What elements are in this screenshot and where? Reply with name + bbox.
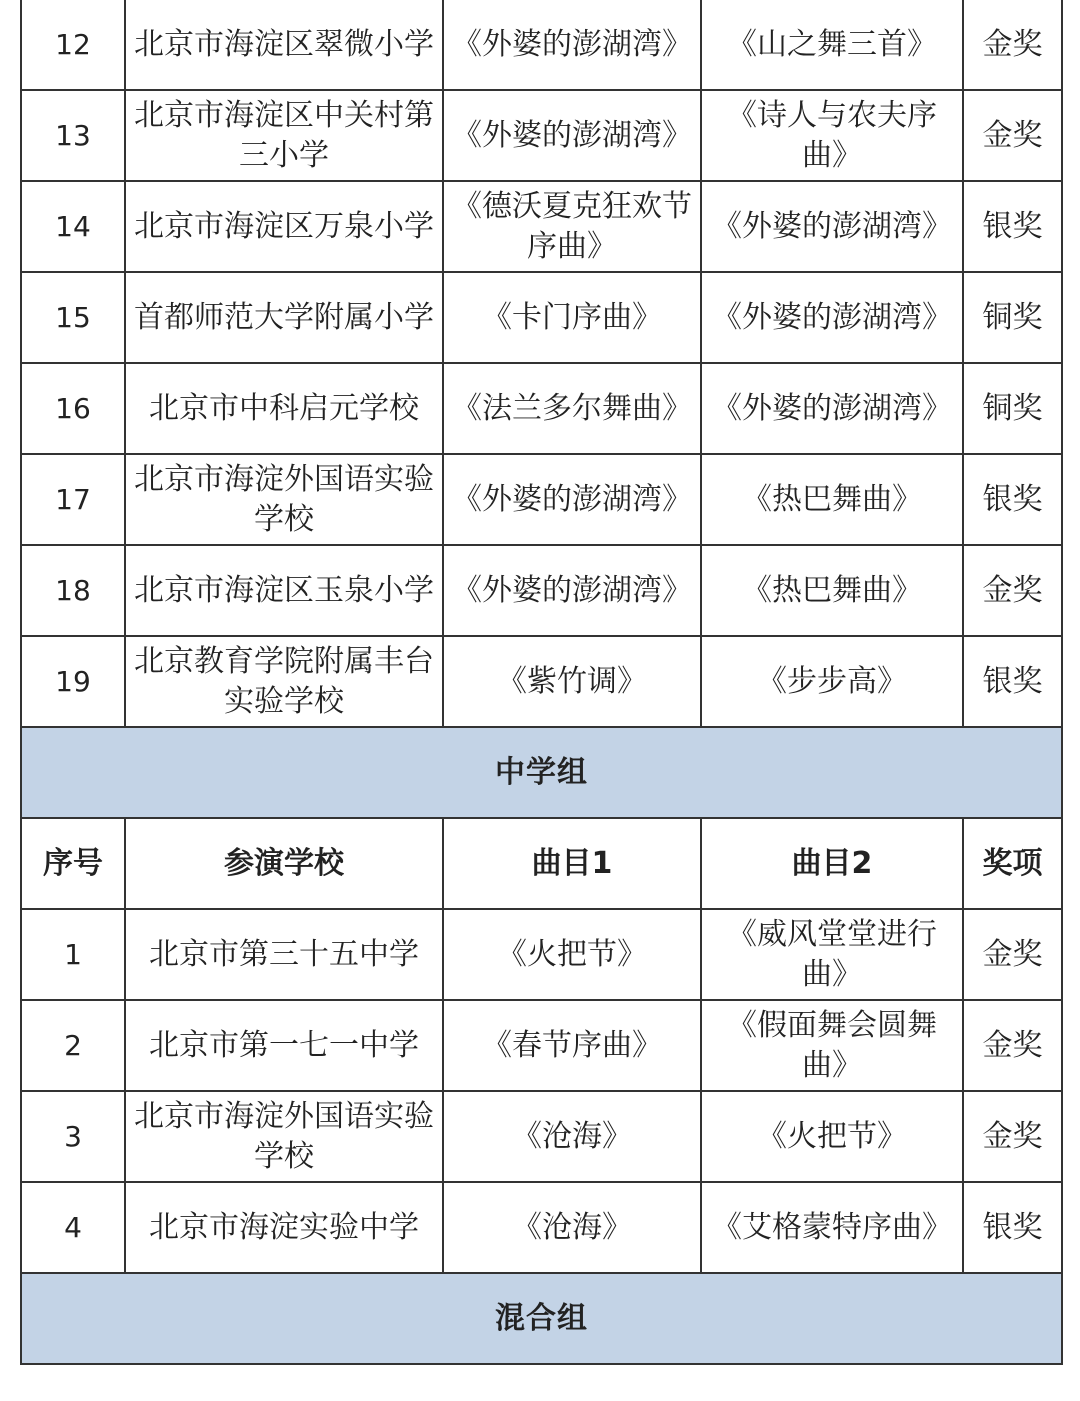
- table-row: [21, 1182, 1062, 1273]
- table-row: [21, 363, 1062, 454]
- section-title: 混合组: [21, 1273, 1062, 1364]
- table-row: [21, 545, 1062, 636]
- school-name: 北京市海淀区翠微小学: [125, 0, 443, 90]
- school-name: 北京市海淀区玉泉小学: [125, 545, 443, 636]
- row-number: 2: [21, 1000, 125, 1091]
- award: 金奖: [963, 1091, 1062, 1182]
- section-header-middle-school: [21, 727, 1062, 818]
- school-name: 北京教育学院附属丰台实验学校: [125, 636, 443, 727]
- row-number: 4: [21, 1182, 125, 1273]
- table-row: [21, 636, 1062, 727]
- piece-1: 《卡门序曲》: [443, 272, 701, 363]
- award: 银奖: [963, 181, 1062, 272]
- school-name: 北京市海淀外国语实验学校: [125, 454, 443, 545]
- row-number: 1: [21, 909, 125, 1000]
- row-number: 16: [21, 363, 125, 454]
- row-number: 18: [21, 545, 125, 636]
- award: 铜奖: [963, 363, 1062, 454]
- award: 银奖: [963, 636, 1062, 727]
- school-name: 北京市海淀实验中学: [125, 1182, 443, 1273]
- table-row: [21, 272, 1062, 363]
- school-name: 北京市海淀区中关村第三小学: [125, 90, 443, 181]
- row-number: 14: [21, 181, 125, 272]
- row-number: 3: [21, 1091, 125, 1182]
- piece-1: 《紫竹调》: [443, 636, 701, 727]
- award: 金奖: [963, 0, 1062, 90]
- school-name: 北京市第一七一中学: [125, 1000, 443, 1091]
- table-row: [21, 1000, 1062, 1091]
- row-number: 17: [21, 454, 125, 545]
- table-row: [21, 1091, 1062, 1182]
- column-header-number: 序号: [21, 818, 125, 909]
- piece-1: 《德沃夏克狂欢节序曲》: [443, 181, 701, 272]
- row-number: 19: [21, 636, 125, 727]
- award: 金奖: [963, 1000, 1062, 1091]
- column-header-piece-1: 曲目1: [443, 818, 701, 909]
- piece-2: 《艾格蒙特序曲》: [701, 1182, 963, 1273]
- column-header-school: 参演学校: [125, 818, 443, 909]
- piece-2: 《火把节》: [701, 1091, 963, 1182]
- award: 银奖: [963, 1182, 1062, 1273]
- piece-1: 《外婆的澎湖湾》: [443, 90, 701, 181]
- piece-2: 《威风堂堂进行曲》: [701, 909, 963, 1000]
- column-header-piece-2: 曲目2: [701, 818, 963, 909]
- piece-1: 《沧海》: [443, 1182, 701, 1273]
- school-name: 北京市第三十五中学: [125, 909, 443, 1000]
- column-header-award: 奖项: [963, 818, 1062, 909]
- table-row: [21, 181, 1062, 272]
- school-name: 首都师范大学附属小学: [125, 272, 443, 363]
- award: 银奖: [963, 454, 1062, 545]
- column-header-row: [21, 818, 1062, 909]
- award: 金奖: [963, 90, 1062, 181]
- school-name: 北京市海淀区万泉小学: [125, 181, 443, 272]
- piece-1: 《火把节》: [443, 909, 701, 1000]
- piece-2: 《外婆的澎湖湾》: [701, 181, 963, 272]
- school-name: 北京市海淀外国语实验学校: [125, 1091, 443, 1182]
- piece-2: 《热巴舞曲》: [701, 545, 963, 636]
- piece-2: 《步步高》: [701, 636, 963, 727]
- row-number: 13: [21, 90, 125, 181]
- piece-2: 《假面舞会圆舞曲》: [701, 1000, 963, 1091]
- piece-2: 《诗人与农夫序曲》: [701, 90, 963, 181]
- award: 金奖: [963, 545, 1062, 636]
- table-row: [21, 0, 1062, 90]
- piece-1: 《外婆的澎湖湾》: [443, 454, 701, 545]
- award: 金奖: [963, 909, 1062, 1000]
- piece-1: 《春节序曲》: [443, 1000, 701, 1091]
- piece-2: 《山之舞三首》: [701, 0, 963, 90]
- piece-1: 《外婆的澎湖湾》: [443, 545, 701, 636]
- row-number: 15: [21, 272, 125, 363]
- table-row: [21, 90, 1062, 181]
- table-row: [21, 454, 1062, 545]
- award: 铜奖: [963, 272, 1062, 363]
- section-title: 中学组: [21, 727, 1062, 818]
- piece-2: 《热巴舞曲》: [701, 454, 963, 545]
- piece-1: 《外婆的澎湖湾》: [443, 0, 701, 90]
- piece-2: 《外婆的澎湖湾》: [701, 363, 963, 454]
- piece-1: 《沧海》: [443, 1091, 701, 1182]
- table-row: [21, 909, 1062, 1000]
- school-name: 北京市中科启元学校: [125, 363, 443, 454]
- row-number: 12: [21, 0, 125, 90]
- results-table: [20, 0, 1063, 1365]
- section-header-mixed: [21, 1273, 1062, 1364]
- piece-1: 《法兰多尔舞曲》: [443, 363, 701, 454]
- piece-2: 《外婆的澎湖湾》: [701, 272, 963, 363]
